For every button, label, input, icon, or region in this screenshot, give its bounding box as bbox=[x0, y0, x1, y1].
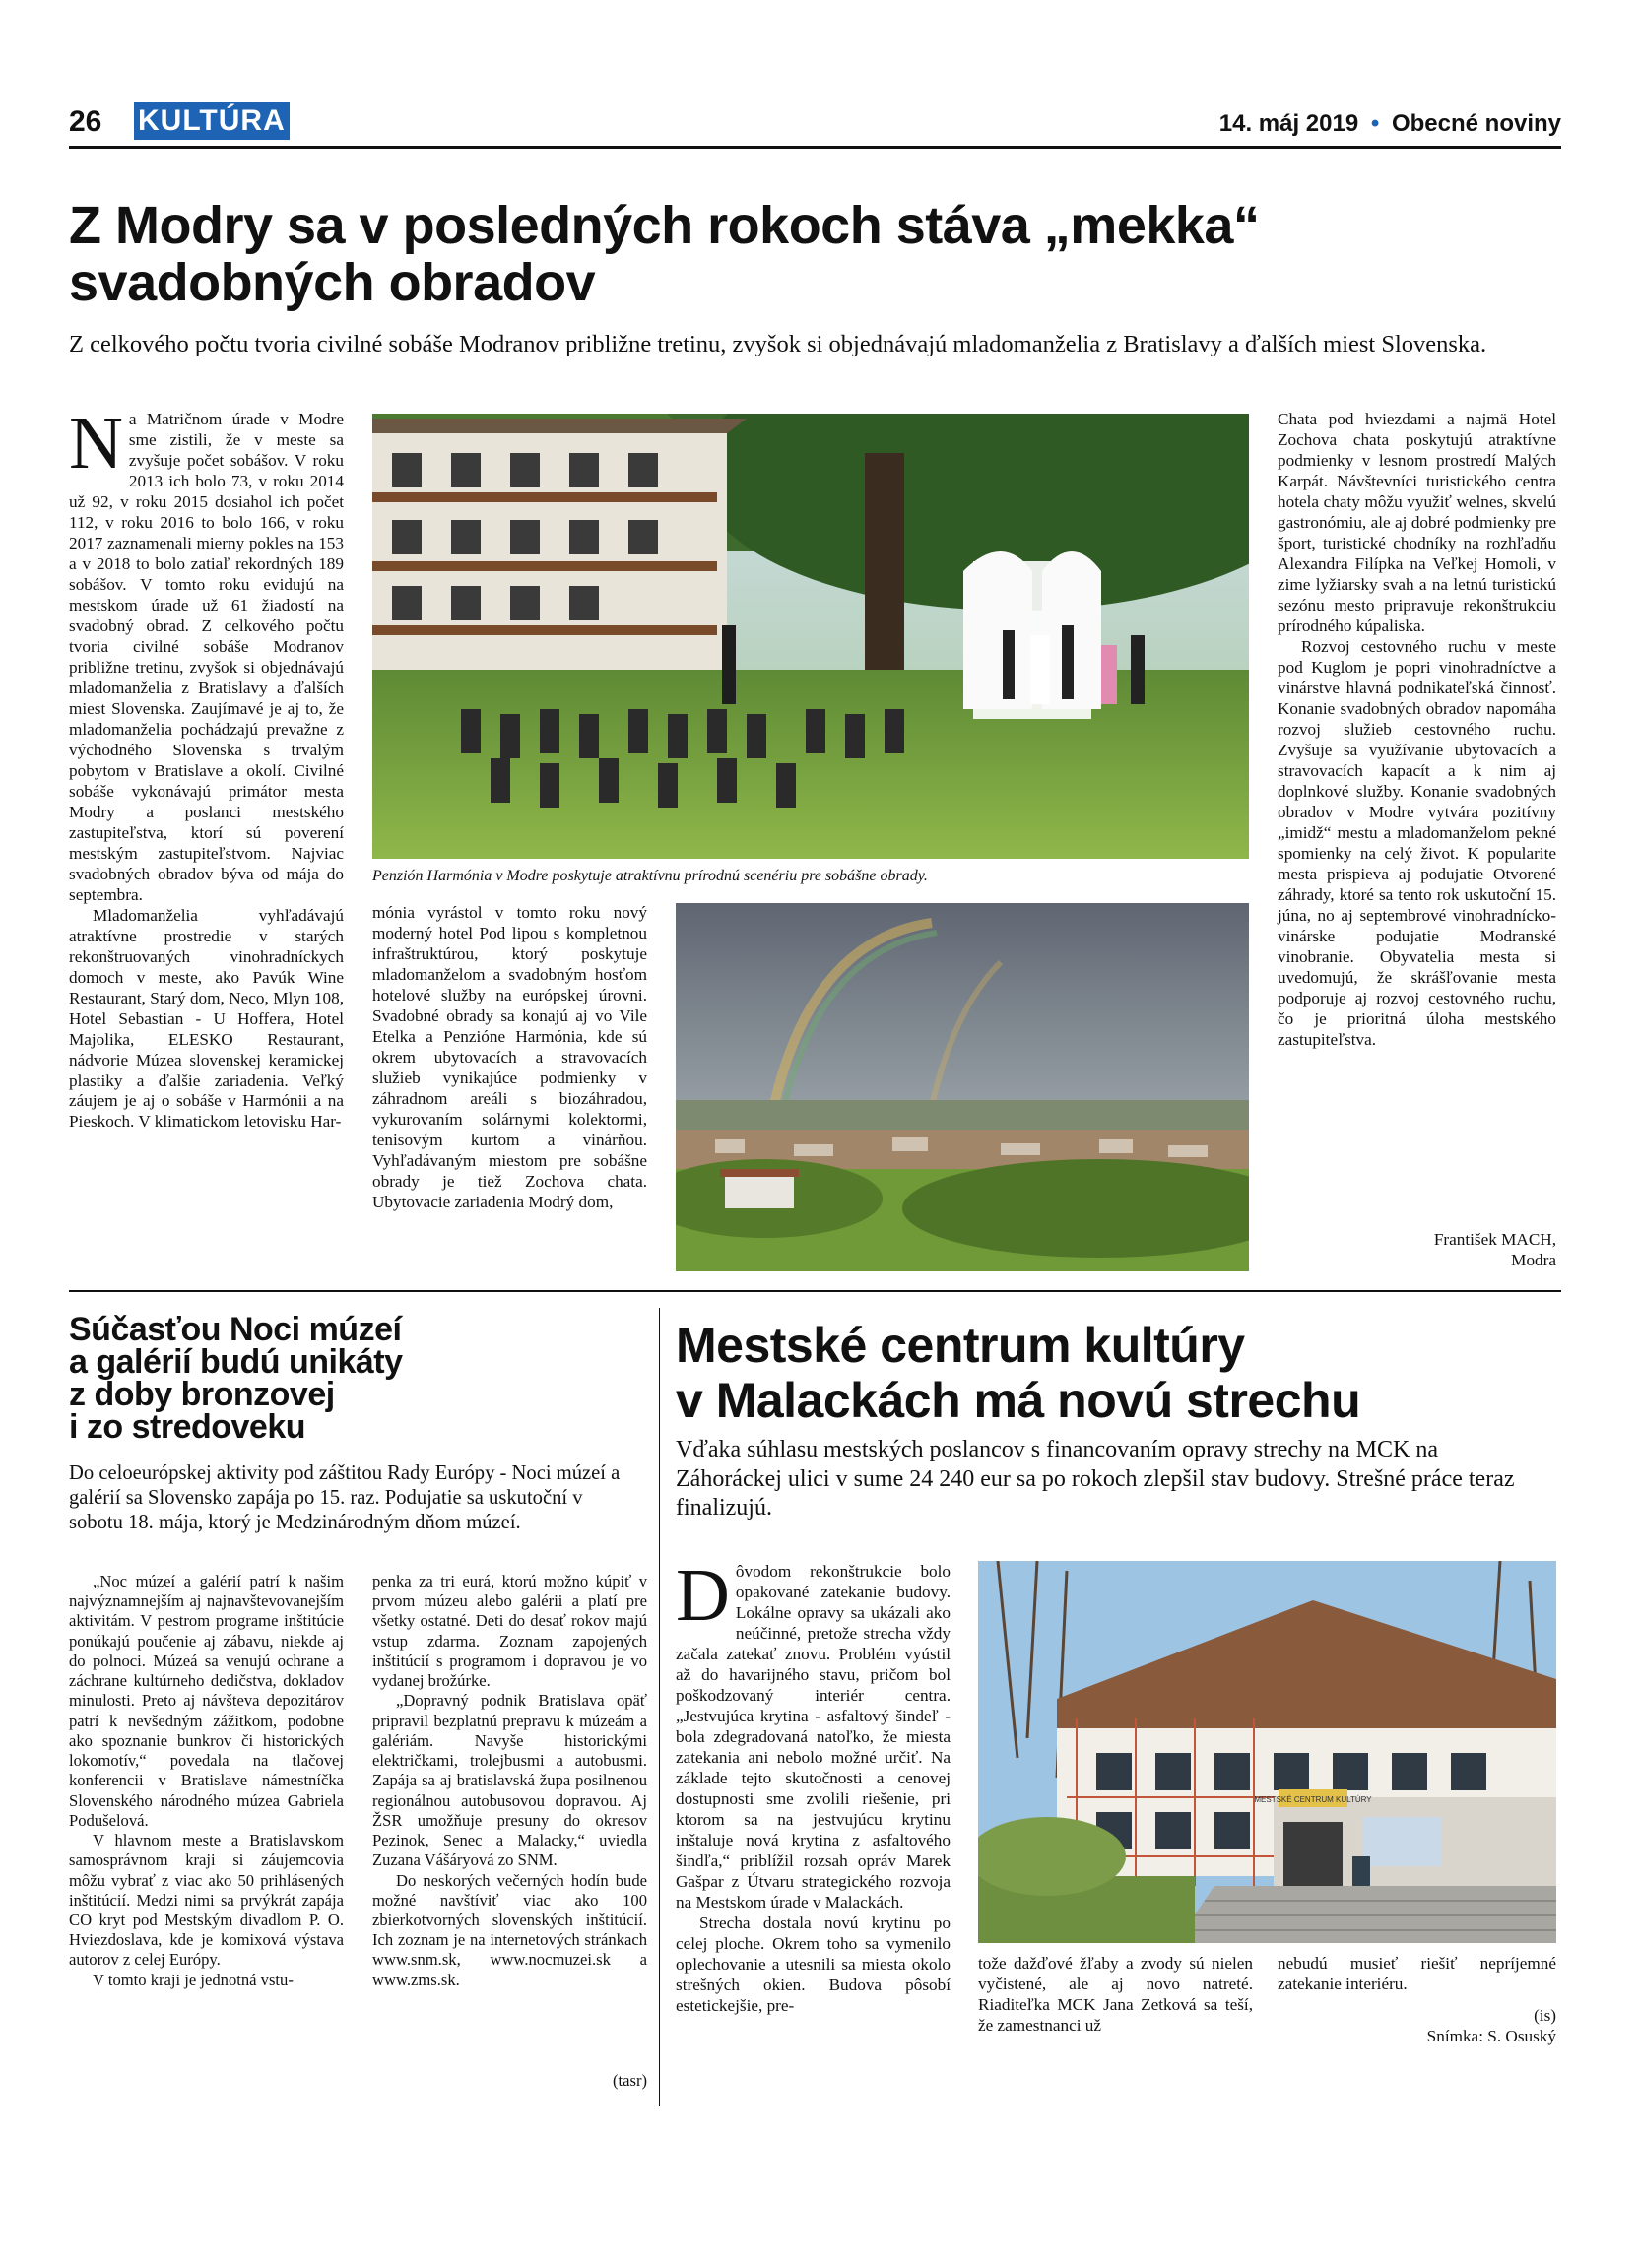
article3-title-line1: Mestské centrum kultúry bbox=[676, 1318, 1245, 1373]
wedding-photo-image bbox=[372, 414, 1249, 859]
bullet-dot-icon: • bbox=[1370, 110, 1380, 137]
article3-col3-p1: nebudú musieť riešiť nepríjemné zatekanie interiéru. bbox=[1278, 1954, 1556, 1993]
issue-date: 14. máj 2019 bbox=[1218, 110, 1359, 137]
article3-column3 bbox=[1278, 1954, 1556, 1995]
article3-col1-p2: Strecha dostala novú krytinu po celej ploche. Okrem toho sa vymenilo oplechovanie a utesnili sa miesta okolo strešných okien. Budova pôsobí estetickejšie, pre- bbox=[676, 1912, 951, 2015]
article1-col1-p2: Mladomanželia vyhľadávajú atraktívne prostredie v starých rekonštruovaných vinohradníckych domoch v meste, ako Pavúk Wine Restaurant, Starý dom, Neco, Mlyn 108, Hotel Sebastian - U Hoffera, Hotel Majolika, ELESKO Restaurant, nádvorie Múzea slovenskej keramickej plastiky a ďalšie zariadenia. Veľký záujem je aj o sobáše v Harmónii a na Pieskoch. V klimatickom letovisku Har- bbox=[69, 905, 344, 1132]
header-dateline bbox=[1219, 110, 1561, 138]
paper-name: Obecné noviny bbox=[1391, 110, 1561, 137]
article2-col1-p3: V tomto kraji je jednotná vstu- bbox=[93, 1970, 294, 1989]
article1-dropcap: N bbox=[69, 402, 123, 485]
article3-photo-credit: Snímka: S. Osuský bbox=[1426, 2027, 1556, 2045]
article2-sign: (tasr) bbox=[612, 2071, 647, 2090]
article2-title-line2: a galérií budú unikáty bbox=[69, 1343, 403, 1381]
article3-title bbox=[676, 1318, 1562, 1428]
header-rule bbox=[69, 146, 1561, 149]
article1-title bbox=[69, 197, 1561, 311]
article1-lead: Z celkového počtu tvoria civilné sobáše Modranov približne tretinu, zvyšok si objednávajú mladomanželia z Bratislavy a ďalších miest Slovenska. bbox=[69, 331, 1487, 357]
article3-sign: (is) bbox=[1534, 2006, 1556, 2025]
article-separator-rule bbox=[69, 1290, 1561, 1292]
article1-title-line2: svadobných obradov bbox=[69, 253, 596, 312]
article2-col2-p3: Do neskorých večerných hodín bude možné navštíviť viac ako 100 zbierkotvorných slovenských inštitúcií. Ich zoznam je na internetových stránkach www.snm.sk, www.nocmuzei.sk a www.zms.sk. bbox=[372, 1870, 647, 1989]
article2-title-line3: z doby bronzovej bbox=[69, 1376, 335, 1413]
article3-lead: Vďaka súhlasu mestských poslancov s financovaním opravy strechy na MCK na Záhoráckej ulici v sume 24 240 eur sa po rokoch zlepšil stav budovy. Strešné práce teraz finalizujú. bbox=[676, 1437, 1515, 1521]
article1-column1 bbox=[69, 402, 344, 1133]
article3-column1 bbox=[676, 1554, 951, 2017]
article2-col1-p1: „Noc múzeí a galérií patrí k našim najvýznamnejším aj najnavštevovanejším aktivitám. V pestrom programe inštitúcie ponúkajú poučenie aj zábavu, niekde aj do polnoci. Múzeá sa venujú ochrane a záchrane kultúrneho dedičstva, dokladov minulosti. Preto aj návšteva depozitárov patrí k nevšedným zážitkom, podobne ako spoznanie bunkrov či historických lokomotív,“ povedala na tlačovej konferencii v Bratislave námestníčka Slovenského národného múzea Gabriela Podušelová. bbox=[69, 1572, 344, 1830]
article1-author-place: Modra bbox=[1511, 1251, 1556, 1269]
article2-col2-p1: penka za tri eurá, ktorú možno kúpiť v prvom múzeu alebo galérii a platí pre všetky ostatné. Deti do desať rokov majú vstup zdarma. Zoznam zapojených inštitúcií s programom i dopravou je vo vydanej brožúrke. bbox=[372, 1572, 647, 1691]
article1-column2 bbox=[372, 903, 647, 1213]
article2-title-line1: Súčasťou Noci múzeí bbox=[69, 1311, 402, 1348]
article1-col3-p1: Chata pod hviezdami a najmä Hotel Zochova chata poskytujú atraktívne podmienky v lesnom prostredí Malých Karpát. Návštevníci turistického centra hotela chaty môžu využiť welnes, skvelú gastronómiu, ale aj dobré podmienky pre šport, turistické chodníky na rozhľadňu Alexandra Filípka na Veľkej Homoli, v zime lyžiarsky svah a na letnú turistickú sezónu mesto pripravuje rekonštrukciu prírodného kúpaliska. bbox=[1278, 410, 1556, 635]
article2-title bbox=[69, 1311, 680, 1446]
section-tag: KULTÚRA bbox=[134, 102, 290, 140]
article2-col1-p2: V hlavnom meste a Bratislavskom samosprávnom kraji si záujemcovia môžu vybrať z viac ako 50 prihlásených inštitúcií. Medzi nimi sa prvýkrát zapája CO kryt pod Mestským divadlom P. O. Hviezdoslava, kde je komixová výstava autorov z celej Európy. bbox=[69, 1831, 344, 1970]
article2-lead: Do celoeurópskej aktivity pod záštitou Rady Európy - Noci múzeí a galérií sa Slovensko zapája po 15. raz. Podujatie sa uskutoční v sobotu 18. mája, ktorý je Medzinárodným dňom múzeí. bbox=[69, 1462, 621, 1533]
article1-col3-p2: Rozvoj cestovného ruchu v meste pod Kuglom je popri vinohradníctve a vinárstve hlavná podnikateľská činnosť. Konanie svadobných obradov napomáha rozvoj služieb cestovného ruchu. Zvyšuje sa využívanie ubytovacích a stravovacích kapacít a k nim aj doplnkové služby. Konanie svadobných obradov v Modre vytvára pozitívny „imidž“ mestu a mladomanželom pekné spomienky na celý život. K popularite mesta prispieva aj podujatie Otvorené záhrady, ktoré sa tento rok uskutoční 15. júna, no aj septembrové vinohradnícko-vinárske podujatie Modranské vinobranie. Obyvatelia mesta si uvedomujú, že skrášľovanie mesta podporuje aj rozvoj cestovného ruchu, čo je prioritná úloha mestského zastupiteľstva. bbox=[1278, 636, 1556, 1049]
rainbow-photo-image bbox=[676, 903, 1249, 1271]
article2-column1 bbox=[69, 1572, 344, 1990]
article1-author bbox=[1278, 1229, 1556, 1270]
article2-column2 bbox=[372, 1572, 647, 1990]
wedding-photo bbox=[372, 414, 1249, 859]
article1-column3 bbox=[1278, 410, 1556, 1051]
wedding-photo-caption: Penzión Harmónia v Modre poskytuje atraktívnu prírodnú scenériu pre sobášne obrady. bbox=[372, 868, 928, 884]
building-sign: MESTSKÉ CENTRUM KULTÚRY bbox=[1254, 1795, 1372, 1804]
article2-title-line4: i zo stredoveku bbox=[69, 1408, 306, 1446]
article2-vertical-rule bbox=[659, 1308, 660, 2106]
article3-column2 bbox=[978, 1954, 1253, 2037]
article3-col1-p1: ôvodom rekonštrukcie bolo opakované zatekanie budovy. Lokálne opravy sa ukázali ako neúčinné, pretože strecha vždy začala zatekať znovu. Problém vyústil až do havarijného stavu, pričom bol poškodzovaný interiér centra. „Jestvujúca krytina - asfaltový šindeľ - bola zdegradovaná natoľko, že miesta zatekania ani nebolo možné určiť. Na základe tejto skutočnosti a cenovej dostupnosti sme zvolili riešenie, pri ktorom sa na jestvujúcu krytinu inštaluje nová krytina z asfaltového šindľa,“ priblížil rozsah opráv Marek Gašpar z Útvaru strategického rozvoja na Mestskom úrade v Malackách. bbox=[676, 1562, 951, 1912]
article3-title-line2: v Malackách má novú strechu bbox=[676, 1373, 1361, 1428]
article1-col1-p1: a Matričnom úrade v Modre sme zistili, že v meste sa zvyšuje počet sobášov. V roku 2013 ich bolo 73, v roku 2014 už 92, v roku 2015 dosiahol ich počet 112, v roku 2016 to bolo 166, v roku 2017 zaznamenali mierny pokles na 153 a v 2018 to bolo zatiaľ rekordných 189 sobášov. V tomto roku evidujú na mestskom úrade už 61 žiadostí na svadobný obrad. Z celkového počtu tvoria civilné sobáše Modranov približne tretinu, zvyšok si objednávajú mladomanželia z Bratislavy a ďalších miest Slovenska. Zaujímavé je aj to, že mladomanželia pochádzajú prevažne z východného Slovenska s trvalým pobytom v Bratislave a okolí. Civilné sobáše vykonávajú primátor mesta Modry a poslanci mestského zastupiteľstva, ktorí sú poverení mestským zastupiteľstvom. Najviac svadobných obradov býva od mája do septembra. bbox=[69, 410, 344, 904]
article2-col2-p2: „Dopravný podnik Bratislava opäť pripravil bezplatnú prepravu k múzeám a galériám. Navyše historickými električkami, trolejbusmi a autobusmi. Zapája sa aj bratislavská župa posilnenou regionálnou autobusovou dopravou. Aj ŽSR umožňuje presuny do okresov Pezinok, Senec a Malacky,“ uviedla Zuzana Vášáryová zo SNM. bbox=[372, 1691, 647, 1870]
article3-col2-p1: tože dažďové žľaby a zvody sú nielen vyčistené, ale aj novo natreté. Riaditeľka MCK Jana Zetková sa teší, že zamestnanci už bbox=[978, 1954, 1253, 2035]
article1-col2-p1: mónia vyrástol v tomto roku nový moderný hotel Pod lipou s kompletnou infraštruktúrou, ktorý poskytuje mladomanželom a svadobným hosťom hotelové služby na európskej úrovni. Svadobné obrady sa konajú aj vo Vile Etelka a Penzióne Harmónia, kde sú okrem ubytovacích a stravovacích služieb vynikajúce podmienky v záhradnom areáli s biozáhradou, vykurovaním solárnymi kolektormi, tenisovým kurtom a vinárňou. Vyhľadávaným miestom pre sobášne obrady je tiež Zochova chata. Ubytovacie zariadenia Modrý dom, bbox=[372, 903, 647, 1211]
page-number: 26 bbox=[69, 105, 102, 138]
article1-title-line1: Z Modry sa v posledných rokoch stáva „mekka“ bbox=[69, 196, 1260, 255]
article3-dropcap: D bbox=[676, 1554, 730, 1637]
rainbow-photo bbox=[676, 903, 1249, 1271]
article1-author-name: František MACH, bbox=[1433, 1230, 1556, 1249]
culture-centre-photo bbox=[978, 1561, 1556, 1943]
culture-centre-photo-image bbox=[978, 1561, 1556, 1943]
